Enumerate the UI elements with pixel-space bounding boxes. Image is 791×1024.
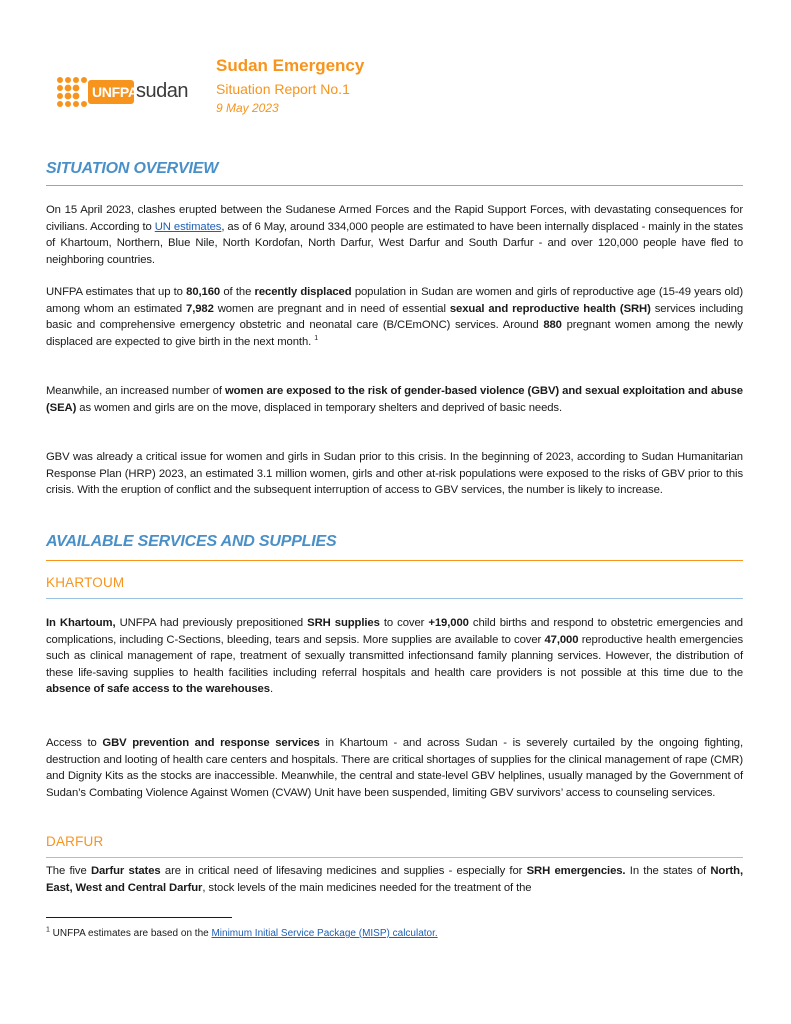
text: in Khartoum - and across Sudan - is severely curtailed by the ongoing fighting, destruction and looting of health care centers and hospitals. There are critical shortages of supplies for the clinical management of rape (CMR) and Dignity Kits as the stocks are inaccessible. Meanwhile, the central and state-level GBV helplines, usually managed by the Government of Sudan’s Combating Violence Against Women (CVAW) Unit have been suspended, limiting GBV survivors’ access to counseling services. [46,737,743,799]
paragraph-khartoum-1 [46,615,743,698]
footnote-separator [46,917,232,918]
paragraph-overview-1 [46,202,743,268]
heading-situation-overview: SITUATION OVERVIEW [46,160,219,177]
bold-text: GBV prevention and response services [102,737,320,749]
text: UNFPA had previously prepositioned [115,617,308,629]
paragraph-darfur-1 [46,863,743,896]
bold-text: sexual and reproductive health (SRH) [449,302,651,315]
bold-text: SRH emergencies. [526,865,626,877]
un-estimates-link[interactable]: UN estimates [154,220,222,233]
text: are in critical need of lifesaving medicines and supplies - especially for [160,865,527,877]
text: to cover [379,617,429,629]
text: In the states of [625,865,711,877]
bold-text: In Khartoum, [46,617,116,629]
logo-country: sudan [136,80,188,102]
bold-text: women are exposed to the risk of gender-based violence (GBV) and sexual exploitation and abuse (SEA) [46,385,743,414]
bold-text: North, East, West and Central Darfur [46,865,744,894]
bold-text: SRH supplies [307,617,380,629]
heading-available-services: AVAILABLE SERVICES AND SUPPLIES [46,533,337,550]
text: services including basic and comprehensive emergency obstetric and neonatal care (B/CEmONC) services. Around [46,302,744,332]
divider [46,598,743,599]
logo-wordmark: UNFPA [92,84,138,100]
divider [46,857,743,858]
text: population in Sudan are women and girls of reproductive age (15-49 years old) among whom an estimated [46,286,743,315]
bold-text: Darfur states [90,865,161,877]
report-subtitle: Situation Report No.1 [216,81,350,97]
paragraph-overview-4: GBV was already a critical issue for women and girls in Sudan prior to this crisis. In the beginning of 2023, according to Sudan Humanitarian Response Plan (HRP) 2023, an estimated 3.1 million women, girls and other at-risk populations were exposed to the risks of GBV prior to this crisis. With the eruption of conflict and the subsequent interruption of access to GBV services, the number is likely to increase. [46,451,743,497]
text: pregnant women among the newly displaced are expected to give birth in the next month. [46,319,743,348]
text: On 15 April 2023, clashes erupted between the Sudanese Armed Forces and the Rapid Support Forces, with devastating consequences for civilians. According to [46,204,743,233]
text: Access to [46,737,103,749]
paragraph-overview-3 [46,383,743,416]
bold-text: recently displaced [254,286,352,298]
paragraph-khartoum-2 [46,735,743,801]
bold-text: 7,982 [186,302,214,315]
heading-khartoum: KHARTOUM [46,575,125,590]
paragraph-overview-2 [46,284,743,350]
text: reproductive health emergencies such as clinical management of rape, treatment of sexually transmitted infectionsand family planning services. However, the distribution of these life-saving supplies to health facilities including referral hospitals and health care providers is not possible at this time due to the [46,633,743,679]
report-date: 9 May 2023 [216,101,279,115]
misp-calculator-link[interactable]: Minimum Initial Service Package (MISP) calculator. [211,928,438,939]
report-title: Sudan Emergency [216,56,365,75]
text: , as of 6 May, around 334,000 people are estimated to have been internally displaced - mainly in the states of Khartoum, Northern, Blue Nile, North Kordofan, North Darfur, West Darfur and South Darfur - and over 120,000 people have fled to neighboring countries. [46,220,743,266]
report-header [216,54,364,116]
divider [46,560,743,561]
bold-text: +19,000 [428,617,469,629]
text: , stock levels of the main medicines needed for the treatment of the [202,881,532,894]
text: . [269,683,273,696]
heading-darfur: DARFUR [46,834,104,849]
bold-text: absence of safe access to the warehouses [46,683,270,696]
footnote [46,927,438,941]
bold-text: 47,000 [544,633,579,646]
text: women are pregnant and in need of essential [213,302,450,315]
footnote-number: 1 [46,926,50,934]
footnote-ref[interactable]: 1 [314,335,319,343]
text: child births and respond to obstetric emergencies and complications, including C-Sections, bleeding, tears and sepsis. More supplies are available to cover [46,617,743,646]
text: UNFPA estimates that up to [46,286,187,298]
bold-text: 880 [543,319,562,332]
text: of the [220,286,255,298]
text: as women and girls are on the move, displaced in temporary shelters and deprived of basic needs. [76,401,563,414]
divider [46,185,743,186]
text: The five [46,865,91,877]
bold-text: 80,160 [186,286,221,298]
text: UNFPA estimates are based on the [49,928,212,939]
text: Meanwhile, an increased number of [46,385,225,397]
